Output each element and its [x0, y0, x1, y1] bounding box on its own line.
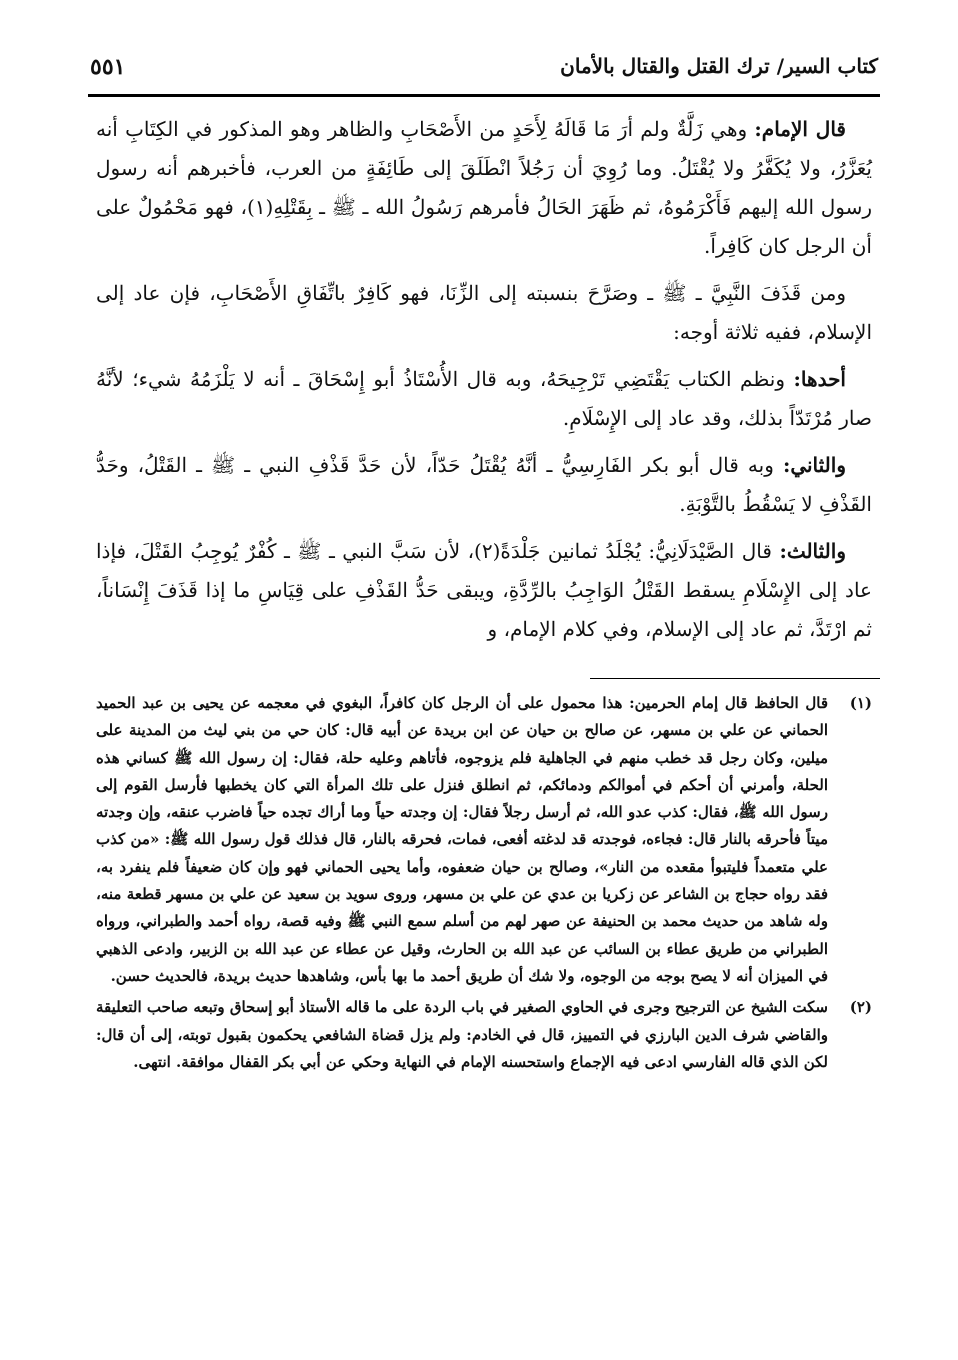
paragraph-lead: والثاني:: [782, 453, 846, 477]
header-rule: [88, 94, 880, 97]
paragraph-third-view: [96, 532, 872, 649]
page-number: ٥٥١: [90, 54, 126, 80]
footnote-2: [96, 994, 872, 1076]
paragraph-second-view: [96, 446, 872, 524]
paragraph-text: وهي زَلَّةٌ ولم أرَ مَا قَالَهُ لِأَحَدٍ من الأَصْحَابِ والظاهر وهو المذكور في الكِتَابِ أنه يُعَزَّرُ، ولا يُكَفَّرُ ولا يُقْتَلُ. وما رُوِيَ أن رَجُلاً انْطَلَقَ إلى طَائِفَةٍ من العرب، فأخبرهم أنه رسول رسول الله إليهم فَأَكْرَمُوهُ، ثم ظَهَرَ الحَالُ فأمرهم رَسُولُ الله ـ ﷺ ـ بِقَتْلِهِ(١)، فهو مَحْمُولٌ على أن الرجل كان كَافِراً.: [96, 117, 872, 258]
footnote-text: سكت الشيخ عن الترجيح وجرى في الحاوي الصغير في باب الردة على ما قاله الأستاذ أبو إسحاق وتبعه صاحب التعليقة والقاضي شرف الدين البارزي في التمييز، قال في الخادم: ولم يزل قضاة الشافعي يحكمون بقبول توبته، إلى أن قال: لكن الذي قاله الفارسي ادعى فيه الإجماع واستحسنه الإمام في النهاية وحكي عن أبي بكر القفال موافقة. انتهى.: [96, 998, 828, 1071]
running-head: كتاب السير/ ترك القتل والقتال بالأمان: [560, 54, 878, 78]
paragraph-lead: قال الإمام:: [754, 117, 846, 141]
paragraph-text: قال الصَّيْدَلَانِيُّ: يُجْلَدُ ثمانين جَلْدَةً(٢)، لأن سَبَّ النبي ـ ﷺ ـ كُفْرٌ يُوجِبُ القَتْلَ، فإذا عاد إلى الإِسْلَامِ يسقط القَتْلُ الوَاجِبُ بالرِّدَّةِ، ويبقى حَدُّ القَذْفِ على قِيَاسِ ما إذا قَذَفَ إِنْسَاناً، ثم ارْتَدَّ، ثم عاد إلى الإسلام، وفي كلام الإمام، و: [96, 539, 872, 641]
paragraph-qadhf-ruling: [96, 274, 872, 352]
footnote-text: قال الحافظ قال إمام الحرمين: هذا محمول على أن الرجل كان كافراً، البغوي في معجمه عن يحيى بن عبد الحميد الحماني عن علي بن مسهر، عن صالح بن حيان عن ابن بريدة عن أبيه قال: كان حي من بني ليث من المدينة على ميلين، وكان رجل قد خطب منهم في الجاهلية فلم يزوجوه، فأتاهم وعليه حلة، فقال: إن رسول الله ﷺ كساني هذه الحلة، وأمرني أن أحكم في أموالكم ودمائكم، ثم انطلق فنزل على تلك المرأة التي كان يخطبها فأرسل القوم إلى رسول الله ﷺ، فقال: كذب عدو الله، ثم أرسل رجلاً فقال: إن وجدته حياً وما أراك تجده حياً فاضرب عنقه، وإن وجدته ميتاً فأحرقه بالنار قال: فجاءه، فوجدته قد لدغته أفعى، فمات، فحرقه بالنار، قال فذلك قول رسول الله ﷺ: «من كذب علي متعمداً فليتبوأ مقعده من النار»، وصالح بن حيان ضعفوه، وأما يحيى الحماني فهو وإن كان ضعيفاً فلم ينفرد به، فقد رواه حجاج بن الشاعر عن زكريا بن عدي عن علي بن مسهر، وروى سويد بن سعيد عن علي بن مسهر قطعة منه، وله شاهد من حديث محمد بن الحنيفة عن صهر لهم من أسلم سمع النبي ﷺ وفيه قصة، رواه أحمد والطبراني، ورواه الطبراني من طريق عطاء بن السائب عن عبد الله بن الحارث، وقيل عن عطاء عن عبد الله بن الزبير، وادعى الذهبي في الميزان أنه لا يصح بوجه من الوجوه، ولا شك أن طريق أحمد ما بها بأس، وشاهدها حديث بريدة، فالحديث حسن.: [96, 694, 828, 985]
paragraph-lead: والثالث:: [779, 539, 846, 563]
paragraph-text: ومن قَذَفَ النَّبِيَّ ـ ﷺ ـ وصَرَّحَ بنسبته إلى الزِّنَا، فهو كَافِرٌ باتِّفَاقِ الأَصْحَابِ، فإن عاد إلى الإسلام، ففيه ثلاثة أوجه:: [96, 281, 872, 344]
main-text: [96, 110, 872, 657]
paragraph-imam-statement: [96, 110, 872, 266]
footnote-1: [96, 690, 872, 990]
paragraph-lead: أحدها:: [793, 367, 846, 391]
footnotes: [96, 690, 872, 1080]
footnote-number: (٢): [849, 998, 872, 1017]
footnote-separator: [590, 678, 880, 679]
paragraph-text: وبه قال أبو بكر الفَارِسِيُّ ـ أنَّهُ يُقْتَلُ حَدّاً، لأن حَدَّ قَذْفِ النبي ـ ﷺ ـ القَتْلُ، وحَدُّ القَذْفِ لا يَسْقُطُ بالتَّوْبَةِ.: [96, 453, 872, 516]
paragraph-text: ونظم الكتاب يَقْتَضِي تَرْجِيحَهُ، وبه قال الأُسْتَاذُ أبو إِسْحَاقَ ـ أنه لا يَلْزَمُهُ شيء؛ لأنَّهُ صار مُرْتَدّاً بذلك، وقد عاد إلى الإِسْلَامِ.: [96, 367, 872, 430]
paragraph-first-view: [96, 360, 872, 438]
footnote-number: (١): [849, 694, 872, 712]
page-header: [90, 50, 878, 90]
